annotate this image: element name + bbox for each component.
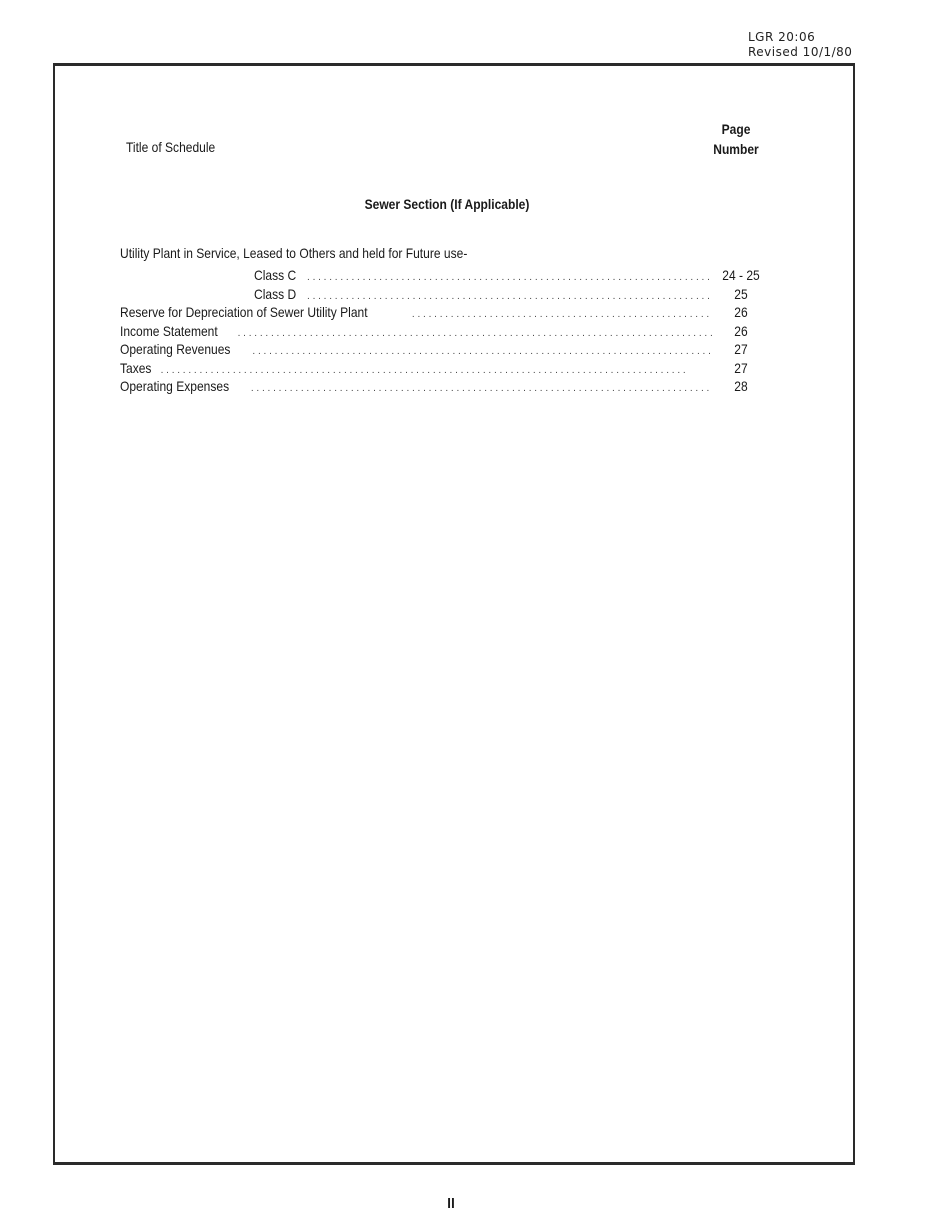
toc-entry-page: 27 (734, 341, 748, 357)
toc-entry-page: 26 (734, 322, 748, 339)
toc-entry-label: Taxes (120, 359, 152, 376)
toc-entry-page: 25 (734, 285, 748, 302)
toc-entry-label: Income Statement (120, 322, 218, 339)
dot-leader (238, 325, 712, 344)
toc-entry-page: 24 - 25 (722, 267, 760, 283)
toc-entry (120, 303, 766, 322)
form-code: LGR 20:06 (748, 30, 816, 44)
toc-entry-page: 26 (734, 304, 748, 320)
table-of-contents (120, 266, 766, 396)
column-header-title: Title of Schedule (126, 139, 216, 155)
document-reference (748, 30, 852, 60)
toc-entry (120, 322, 766, 341)
toc-entry (120, 285, 766, 304)
column-header-page-number (709, 119, 762, 159)
page-frame (53, 63, 855, 1165)
toc-entry-page: 28 (734, 378, 748, 394)
toc-entry (120, 377, 766, 396)
toc-entry (120, 340, 766, 359)
page-number: ll (447, 1195, 455, 1211)
toc-intro-line: Utility Plant in Service, Leased to Others and held for Future use- (120, 245, 468, 261)
dot-leader (412, 306, 712, 325)
toc-entry-label: Reserve for Depreciation of Sewer Utility Plant (120, 304, 368, 320)
section-heading: Sewer Section (If Applicable) (364, 196, 530, 212)
toc-entry (120, 266, 766, 285)
dot-leader (252, 343, 712, 362)
dot-leader (251, 380, 712, 399)
toc-entry-label: Class D (254, 285, 297, 302)
column-header-page-line1: Page (721, 121, 751, 137)
toc-entry-page: 27 (734, 359, 748, 376)
revision-date: Revised 10/1/80 (748, 45, 853, 59)
dot-leader (307, 269, 712, 288)
column-header-page-line2: Number (713, 141, 759, 157)
toc-entry-label: Class C (254, 267, 297, 283)
toc-entry-label: Operating Expenses (120, 378, 230, 394)
toc-entry-label: Operating Revenues (120, 341, 231, 357)
toc-entry (120, 359, 766, 378)
